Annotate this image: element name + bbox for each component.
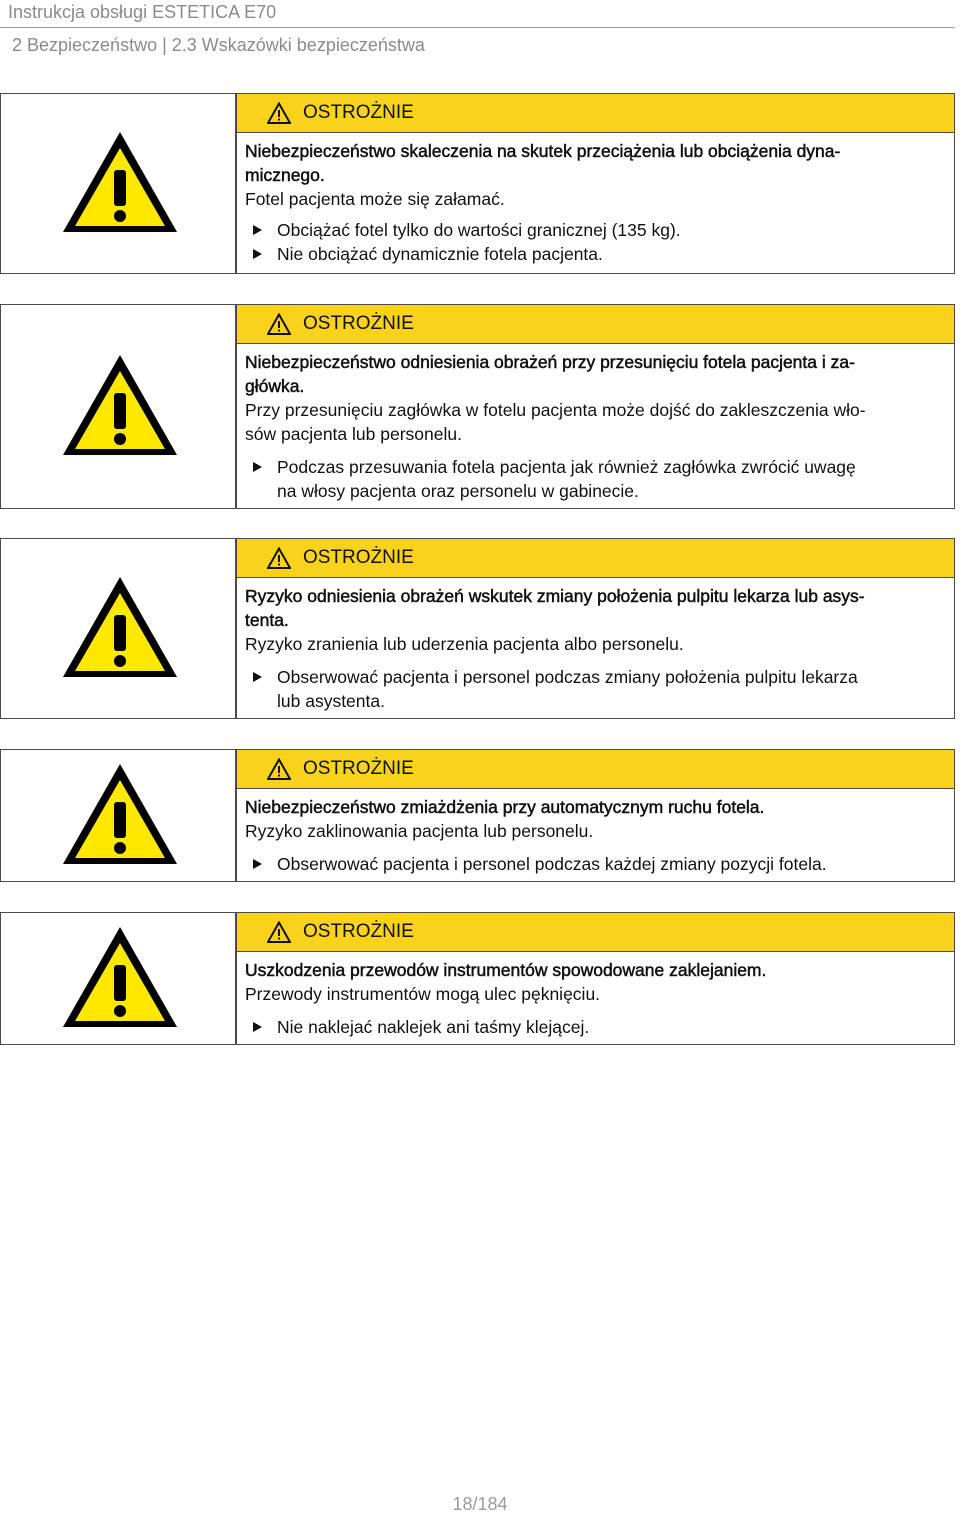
signal-word: OSTROŻNIE xyxy=(303,921,414,942)
hazard-cause: Ryzyko odniesienia obrażeń wskutek zmiany położenia pulpitu lekarza lub asys- tenta. xyxy=(245,586,865,630)
warning-small-icon xyxy=(267,102,291,124)
action-step: Podczas przesuwania fotela pacjenta jak również zagłówka zwrócić uwagę na włosy pacjenta oraz personelu w gabinecie. xyxy=(245,455,946,503)
signal-word: OSTROŻNIE xyxy=(303,102,414,123)
warning-triangle-icon xyxy=(59,573,181,681)
header-divider xyxy=(0,27,955,28)
warning-header xyxy=(237,94,954,133)
breadcrumb: 2 Bezpieczeństwo | 2.3 Wskazówki bezpieczeństwa xyxy=(12,35,425,55)
action-step: Nie naklejać naklejek ani taśmy klejącej. xyxy=(245,1015,946,1039)
action-step: Obserwować pacjenta i personel podczas zmiany położenia pulpitu lekarza lub asystenta. xyxy=(245,665,946,713)
hazard-cause: Niebezpieczeństwo odniesienia obrażeń przy przesunięciu fotela pacjenta i za- główka. xyxy=(245,352,855,396)
warning-triangle-icon xyxy=(59,923,181,1031)
warning-box xyxy=(0,749,955,882)
page-number: 18/184 xyxy=(452,1494,508,1514)
warning-header xyxy=(237,913,954,952)
warning-header xyxy=(237,750,954,789)
signal-word: OSTROŻNIE xyxy=(303,758,414,779)
document-title: Instrukcja obsługi ESTETICA E70 xyxy=(8,2,277,22)
hazard-effect: Ryzyko zranienia lub uderzenia pacjenta albo personelu. xyxy=(245,634,684,654)
action-step: Obserwować pacjenta i personel podczas każdej zmiany pozycji fotela. xyxy=(245,852,946,876)
warning-box xyxy=(0,538,955,719)
bullet-arrow-icon xyxy=(253,1022,262,1032)
warning-triangle-icon xyxy=(59,760,181,868)
bullet-arrow-icon xyxy=(253,249,262,259)
hazard-cause: Niebezpieczeństwo zmiażdżenia przy automatycznym ruchu fotela. xyxy=(245,797,765,817)
signal-word: OSTROŻNIE xyxy=(303,313,414,334)
hazard-effect: Przy przesunięciu zagłówka w fotelu pacjenta może dojść do zakleszczenia wło- sów pacjenta lub personelu. xyxy=(245,400,866,444)
bullet-arrow-icon xyxy=(253,672,262,682)
warning-triangle-icon xyxy=(59,351,181,459)
bullet-arrow-icon xyxy=(253,859,262,869)
hazard-effect: Fotel pacjenta może się załamać. xyxy=(245,189,505,209)
warning-small-icon xyxy=(267,547,291,569)
warning-triangle-icon xyxy=(59,128,181,236)
warning-small-icon xyxy=(267,758,291,780)
warning-box xyxy=(0,304,955,509)
warning-small-icon xyxy=(267,921,291,943)
hazard-cause: Niebezpieczeństwo skaleczenia na skutek przeciążenia lub obciążenia dyna- micznego. xyxy=(245,141,841,185)
warning-header xyxy=(237,539,954,578)
action-step: Nie obciążać dynamicznie fotela pacjenta. xyxy=(245,242,946,266)
bullet-arrow-icon xyxy=(253,225,262,235)
warning-box xyxy=(0,93,955,274)
hazard-effect: Ryzyko zaklinowania pacjenta lub personelu. xyxy=(245,821,594,841)
hazard-effect: Przewody instrumentów mogą ulec pęknięciu. xyxy=(245,984,601,1004)
bullet-arrow-icon xyxy=(253,462,262,472)
action-step: Obciążać fotel tylko do wartości granicznej (135 kg). xyxy=(245,218,946,242)
signal-word: OSTROŻNIE xyxy=(303,547,414,568)
hazard-cause: Uszkodzenia przewodów instrumentów spowodowane zaklejaniem. xyxy=(245,960,767,980)
warning-box xyxy=(0,912,955,1045)
warning-small-icon xyxy=(267,313,291,335)
warning-header xyxy=(237,305,954,344)
